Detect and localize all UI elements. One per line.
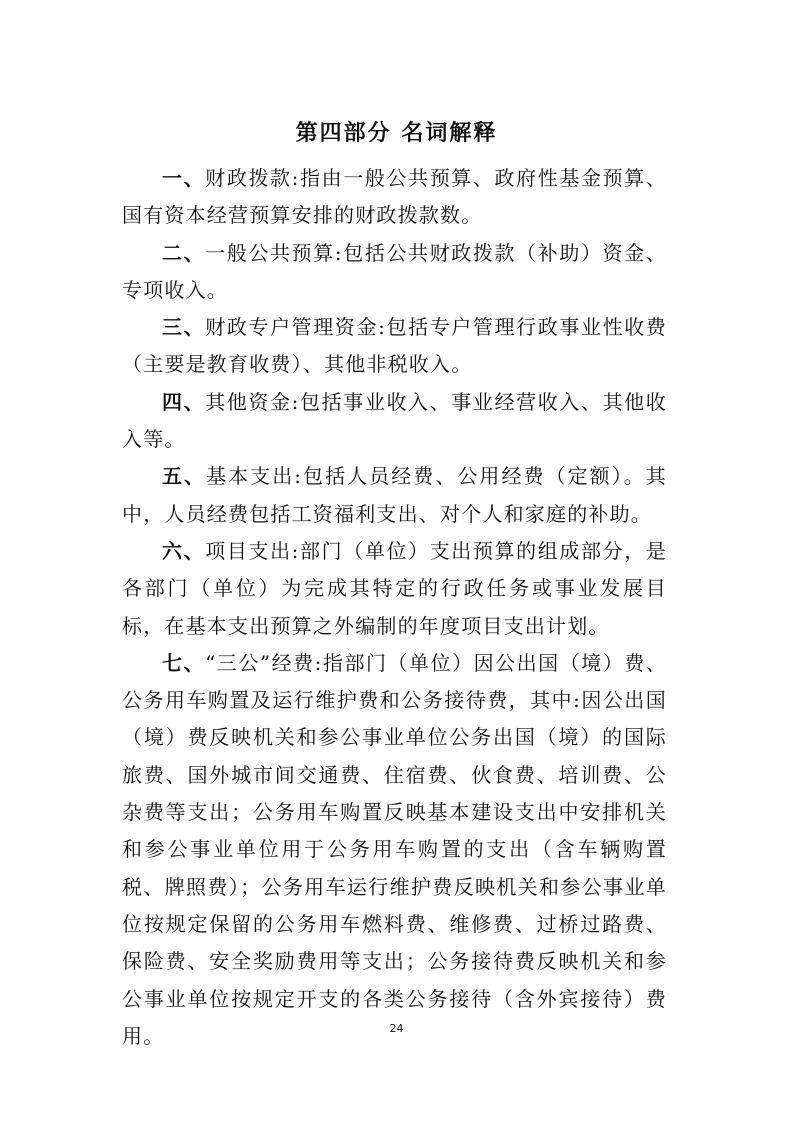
definition-number: 二、	[162, 240, 206, 265]
definition-number: 五、	[162, 464, 207, 489]
page-number: 24	[389, 1022, 404, 1035]
definition-text: 财政拨款:指由一般公共预算、政府性基金预算、国有资本经营预算安排的财政拨款数。	[122, 166, 668, 228]
definition-text: 其他资金:包括事业收入、事业经营收入、其他收入等。	[122, 389, 668, 452]
definition-item	[122, 235, 667, 310]
definition-item	[122, 160, 667, 235]
definition-text: “三公”经费:指部门（单位）因公出国（境）费、公务用车购置及运行维护费和公务接待费，其中:因公出国（境）费反映机关和参公事业单位公务出国（境）的国际旅费、国外城市间交通费、住宿费、伙食费、培训费、公杂费等支出；公务用车购置反映基本建设支出中安排机关和参公事业单位用于公务用车购置的支出（含车辆购置税、牌照费）；公务用车运行维护费反映机关和参公事业单位按规定保留的公务用车燃料费、维修费、过桥过路费、保险费、安全奖励费用等支出；公务接待费反映机关和参公事业单位按规定开支的各类公务接待（含外宾接待）费用。	[122, 650, 667, 1048]
definition-number: 一、	[162, 166, 206, 190]
page-title: 第四部分 名词解释	[295, 120, 498, 146]
definition-number: 四、	[162, 389, 206, 414]
definition-number: 七、	[162, 650, 206, 675]
definition-text: 项目支出:部门（单位）支出预算的组成部分，是各部门（单位）为完成其特定的行政任务或事业发展目标，在基本支出预算之外编制的年度项目支出计划。	[122, 538, 668, 638]
definition-text: 一般公共预算:包括公共财政拨款（补助）资金、专项收入。	[122, 240, 668, 302]
definition-text: 财政专户管理资金:包括专户管理行政事业性收费（主要是教育收费）、其他非税收入。	[122, 315, 668, 377]
definition-item	[122, 384, 667, 459]
definitions-list	[122, 160, 667, 1055]
definition-item	[122, 458, 667, 533]
definition-item	[122, 533, 667, 645]
definition-number: 六、	[162, 538, 206, 563]
definition-number: 三、	[162, 315, 206, 340]
definition-text: 基本支出:包括人员经费、公用经费（定额）。其中，人员经费包括工资福利支出、对个人和家庭的补助。	[122, 464, 667, 526]
definition-item	[122, 645, 667, 1055]
definition-item	[122, 309, 667, 384]
